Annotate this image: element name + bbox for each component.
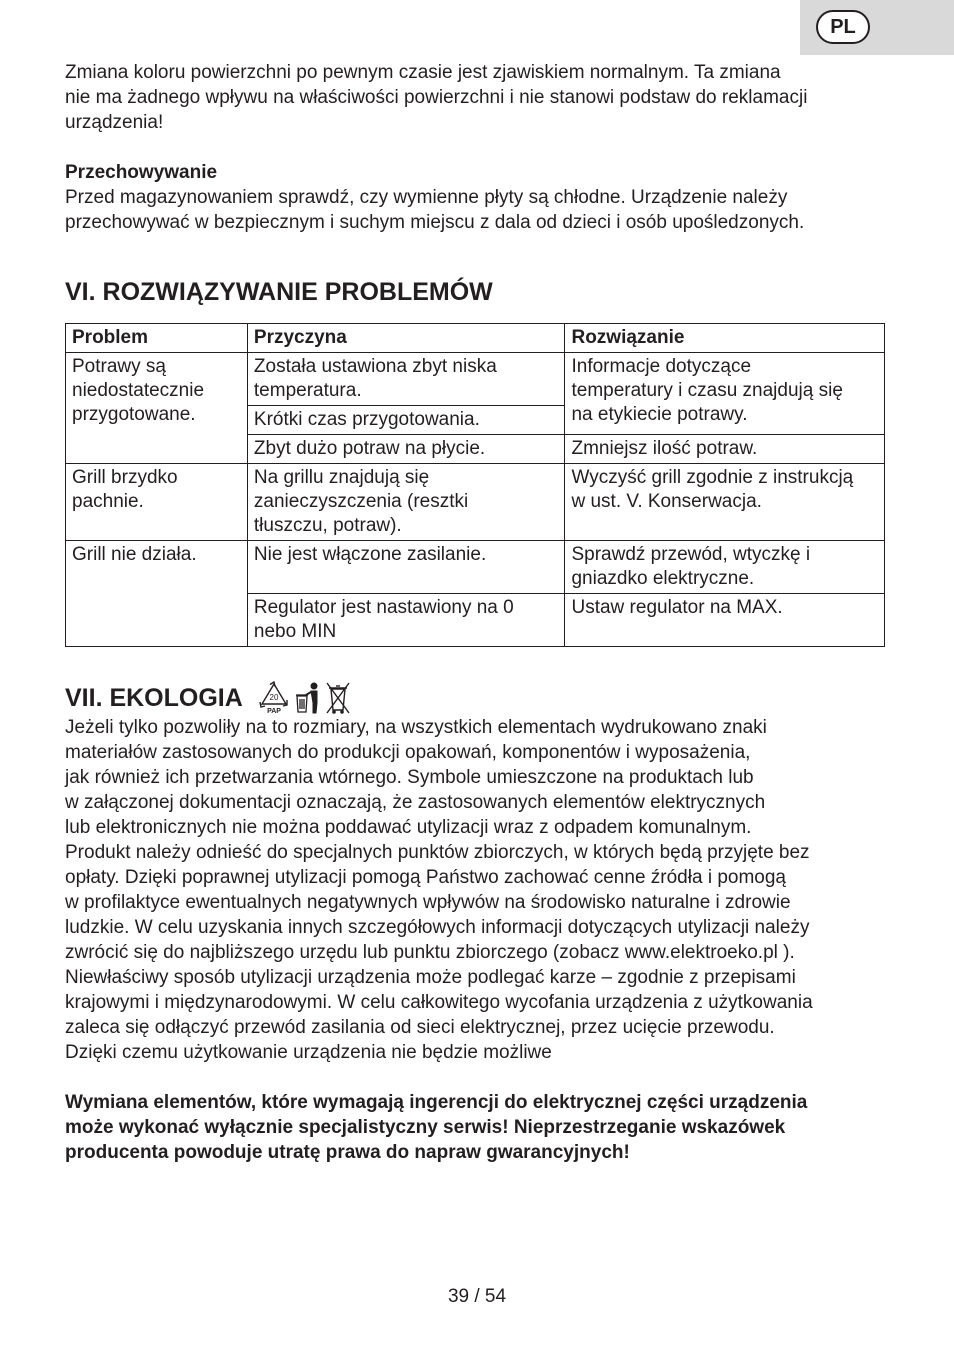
text-line: przechowywać w bezpiecznym i suchym miejscu z dala od dzieci i osób upośledzonych. <box>65 212 805 233</box>
cell-line: Ustaw regulator na MAX. <box>571 597 783 618</box>
cell-line: Sprawdź przewód, wtyczkę i <box>571 544 811 565</box>
troubleshooting-title: VI. ROZWIĄZYWANIE PROBLEMÓW <box>65 278 493 306</box>
cause-cell <box>247 406 565 435</box>
ecology-title: VII. EKOLOGIA <box>65 684 243 712</box>
cell-line: Na grillu znajdują się <box>253 467 430 488</box>
text-line: w profilaktyce ewentualnych negatywnych wpływów na środowisko naturalne i zdrowie <box>65 892 791 913</box>
ecology-icons <box>257 681 351 715</box>
cell-line: niedostatecznie <box>72 380 205 401</box>
table-header-row <box>66 324 885 353</box>
text-line: Przed magazynowaniem sprawdź, czy wymienne płyty są chłodne. Urządzenie należy <box>65 187 788 208</box>
cell-line: przygotowane. <box>72 404 196 425</box>
cell-line: na etykiecie potrawy. <box>571 404 748 425</box>
text-line: krajowymi i międzynarodowymi. W celu całkowitego wycofania urządzenia z użytkowania <box>65 992 813 1013</box>
cell-line: pachnie. <box>72 491 144 512</box>
cell-line: Krótki czas przygotowania. <box>253 409 480 430</box>
solution-cell <box>565 353 885 435</box>
problem-cell <box>66 353 248 464</box>
warning-paragraph <box>65 1090 885 1165</box>
text-line: Wymiana elementów, które wymagają ingerencji do elektrycznej części urządzenia <box>65 1092 808 1113</box>
storage-heading: Przechowywanie <box>65 162 218 183</box>
cell-line: Zbyt dużo potraw na płycie. <box>253 438 486 459</box>
intro-paragraph <box>65 60 885 135</box>
text-line: jak również ich przetwarzania wtórnego. Symbole umieszczone na produktach lub <box>65 767 754 788</box>
text-line: nie ma żadnego wpływu na właściwości powierzchni i nie stanowi podstaw do reklamacji <box>65 87 808 108</box>
text-line: opłaty. Dzięki poprawnej utylizacji pomogą Państwo zachować cenne źródła i pomogą <box>65 867 786 888</box>
cell-line: temperatura. <box>253 380 362 401</box>
page-content <box>65 60 885 1165</box>
cell-line: Grill brzydko <box>72 467 178 488</box>
cell-line: Potrawy są <box>72 356 166 377</box>
cause-cell <box>247 594 565 647</box>
text-line: Dzięki czemu użytkowanie urządzenia nie będzie możliwe <box>65 1042 552 1063</box>
header-problem: Problem <box>66 324 248 353</box>
recycle-number: 20 <box>269 693 279 702</box>
solution-cell <box>565 594 885 647</box>
tidyman-bin-icon <box>295 681 321 715</box>
cell-line: Regulator jest nastawiony na 0 <box>253 597 514 618</box>
text-line: Niewłaściwy sposób utylizacji urządzenia może podlegać karze – zgodnie z przepisami <box>65 967 796 988</box>
cell-line: gniazdko elektryczne. <box>571 568 755 589</box>
crossed-bin-icon <box>325 681 351 715</box>
header-cause: Przyczyna <box>247 324 565 353</box>
solution-cell <box>565 435 885 464</box>
ecology-paragraph <box>65 715 885 1065</box>
troubleshooting-table <box>65 323 885 647</box>
language-badge: PL <box>816 10 870 44</box>
cell-line: zanieczyszczenia (resztki <box>253 491 469 512</box>
text-line: może wykonać wyłącznie specjalistyczny serwis! Nieprzestrzeganie wskazówek <box>65 1117 786 1138</box>
text-line: producenta powoduje utratę prawa do napraw gwarancyjnych! <box>65 1142 630 1163</box>
page-number: 39 / 54 <box>447 1286 507 1307</box>
cell-line: Wyczyść grill zgodnie z instrukcją <box>571 467 854 488</box>
cause-cell <box>247 464 565 541</box>
problem-cell <box>66 541 248 647</box>
text-line: Zmiana koloru powierzchni po pewnym czasie jest zjawiskiem normalnym. Ta zmiana <box>65 62 781 83</box>
storage-paragraph <box>65 185 885 235</box>
cell-line: tłuszczu, potraw). <box>253 515 402 536</box>
solution-cell <box>565 464 885 541</box>
cell-line: temperatury i czasu znajdują się <box>571 380 843 401</box>
cell-line: w ust. V. Konserwacja. <box>571 491 762 512</box>
solution-cell <box>565 541 885 594</box>
cell-line: nebo MIN <box>253 621 337 642</box>
text-line: w załączonej dokumentacji oznaczają, że zastosowanych elementów elektrycznych <box>65 792 766 813</box>
cell-line: Grill nie działa. <box>72 544 197 565</box>
ecology-title-row <box>65 681 885 715</box>
cause-cell <box>247 541 565 594</box>
text-line: Jeżeli tylko pozwoliły na to rozmiary, na wszystkich elementach wydrukowano znaki <box>65 717 767 738</box>
text-line: zwrócić się do najbliższego urzędu lub punktu zbiorczego (zobacz www.elektroeko.pl ). <box>65 942 795 963</box>
cause-cell <box>247 353 565 406</box>
problem-cell <box>66 464 248 541</box>
cell-line: Informacje dotyczące <box>571 356 752 377</box>
text-line: Produkt należy odnieść do specjalnych punktów zbiorczych, w których będą przyjęte bez <box>65 842 810 863</box>
cell-line: Nie jest włączone zasilanie. <box>253 544 487 565</box>
table-row <box>66 353 885 406</box>
text-line: ludzkie. W celu uzyskania innych szczegółowych informacji dotyczących utylizacji należy <box>65 917 810 938</box>
table-row <box>66 464 885 541</box>
text-line: materiałów zastosowanych do produkcji opakowań, komponentów i wyposażenia, <box>65 742 751 763</box>
table-row <box>66 541 885 594</box>
language-tab <box>800 0 954 55</box>
text-line: zaleca się odłączyć przewód zasilania od sieci elektrycznej, przez ucięcie przewodu. <box>65 1017 775 1038</box>
cell-line: Zmniejsz ilość potraw. <box>571 438 758 459</box>
recycle-label: PAP <box>266 708 281 715</box>
text-line: urządzenia! <box>65 112 164 133</box>
cell-line: Została ustawiona zbyt niska <box>253 356 497 377</box>
cause-cell <box>247 435 565 464</box>
recycle-pap-icon <box>257 681 291 715</box>
header-solution: Rozwiązanie <box>565 324 885 353</box>
text-line: lub elektronicznych nie można poddawać utylizacji wraz z odpadem komunalnym. <box>65 817 752 838</box>
